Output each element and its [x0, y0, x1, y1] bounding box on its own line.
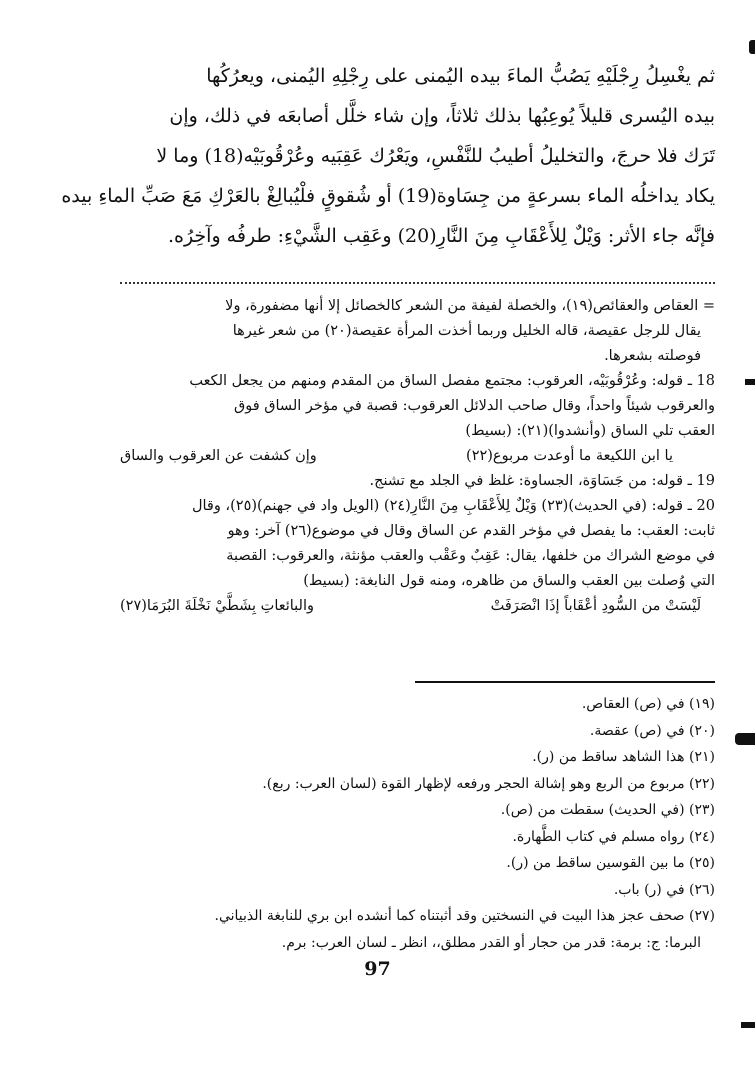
verse [120, 594, 715, 619]
main-line: تَرَك فلا حرجَ، والتخليلُ أطيبُ للنَّفْسِ، ويَعْرُك عَقِبَيه وعُرْقُوبَيْه(18) وما لا [156, 145, 715, 167]
footnote: (٢٥) ما بين القوسين ساقط من (ر). [506, 855, 715, 871]
footnote: (٢٤) رواه مسلم في كتاب الطَّهارة. [512, 828, 715, 845]
footnote: (٢٦) في (ر) باب. [613, 881, 715, 898]
main-line: بيده اليُسرى قليلاً يُوعِبُها بذلك ثلاثاً، وإن شاء خلَّل أصابعَه في ذلك، وإن [169, 105, 715, 127]
commentary-line: فوصلته بشعرها. [604, 348, 701, 364]
verse-hemistich: والبائعاتِ بِشَطَّيْ نَخْلَةَ البُرَمَا(٢٧) [120, 598, 315, 614]
verse-hemistich: يا ابن اللكيعة ما أوعدت مربوع(٢٢) [466, 448, 673, 464]
commentary-line: التي وُصلت بين العقب والساق من ظاهره، ومنه قول النابغة: (بسيط) [303, 573, 715, 589]
scan-mark [749, 40, 755, 54]
footnote-rule [415, 681, 715, 683]
commentary-line: 20 ـ قوله: (في الحديث)(٢٣) وَيْلٌ لِلأَعْقَابِ مِنَ النَّارِ(٢٤) (الويل واد في جهنم)(٢٥)، وقال [191, 498, 715, 514]
commentary-line: = العقاص والعقائص(١٩)، والخصلة لفيفة من الشعر كالخصائل إلا أنها مضفورة، ولا [225, 298, 715, 314]
dotted-separator [120, 282, 715, 284]
commentary-line: 18 ـ قوله: وعُرْقُوبَيْه، العرقوب: مجتمع مفصل الساق من المقدم ومنهم من يجعل الكعب [189, 373, 715, 389]
commentary-section [120, 294, 715, 619]
commentary-line: يقال للرجل عقيصة، قاله الخليل وربما أخذت المرأة عقيصة(٢٠) من شعر غيرها [232, 323, 701, 339]
commentary-line: ثابت: العقب: ما يفصل في مؤخر القدم عن الساق وقال في موضوع(٢٦) آخر: وهو [227, 523, 715, 539]
footnotes [120, 691, 715, 956]
main-text [61, 56, 715, 256]
main-line: يكاد يداخلُه الماء بسرعةٍ من جِسَاوة(19) أو شُقوقٍ فلْيُبالِغْ بالعَرْكِ مَعَ صَبِّ الماءِ بيده [61, 185, 715, 207]
footnote: (٢٣) (في الحديث) سقطت من (ص). [500, 802, 715, 818]
commentary-line: والعرقوب شيئاً واحداً، وقال صاحب الدلائل العرقوب: قصبة في مؤخر الساق فوق [233, 398, 715, 414]
verse [120, 444, 715, 469]
main-line: فإنَّه جاء الأثر: وَيْلٌ لِلأَعْقَابِ مِنَ النَّارِ(20) وعَقِب الشَّيْءِ: طرفُه وآخِرُه. [167, 225, 715, 247]
commentary-line: 19 ـ قوله: من جَسَاوَة، الجساوة: غلظ في الجلد مع تشنج. [369, 473, 715, 489]
footnote: (٢٢) مربوع من الربع وهو إشالة الحجر ورفعه لإظهار القوة (لسان العرب: ربع). [262, 775, 715, 792]
scan-mark [745, 379, 755, 385]
scan-mark [735, 733, 755, 745]
footnote: (٢٧) صحف عجز هذا البيت في النسختين وقد أثبتناه كما أنشده ابن بري للنابغة الذبياني. [214, 908, 715, 924]
verse-hemistich: لَيْسَتْ من السُّودِ أعْقَاباً إذَا انْصَرَفَتْ [490, 598, 701, 614]
scan-mark [741, 1022, 755, 1028]
footnote: (٢٠) في (ص) عقصة. [589, 722, 715, 739]
verse-hemistich: وإن كشفت عن العرقوب والساق [120, 448, 317, 464]
main-line: ثم يغْسِلُ رِجْلَيْهِ يَصُبُّ الماءَ بيده اليُمنى على رِجْلِهِ اليُمنى، ويعرُكُها [206, 65, 715, 87]
footnote: (٢١) هذا الشاهد ساقط من (ر). [532, 749, 715, 765]
commentary-line: في موضع الشراك من خلفها، يقال: عَقِبٌ وعَقْب والعقب مؤنثة، والعرقوب: القصبة [226, 548, 715, 564]
footnote: (١٩) في (ص) العقاص. [581, 696, 715, 712]
commentary-line: العقب تلي الساق (وأنشدوا)(٢١): (بسيط) [465, 423, 715, 439]
page-number: 97 [364, 958, 391, 980]
footnote: البرما: ج: برمة: قدر من حجار أو القدر مطلق،، انظر ـ لسان العرب: برم. [281, 934, 701, 951]
